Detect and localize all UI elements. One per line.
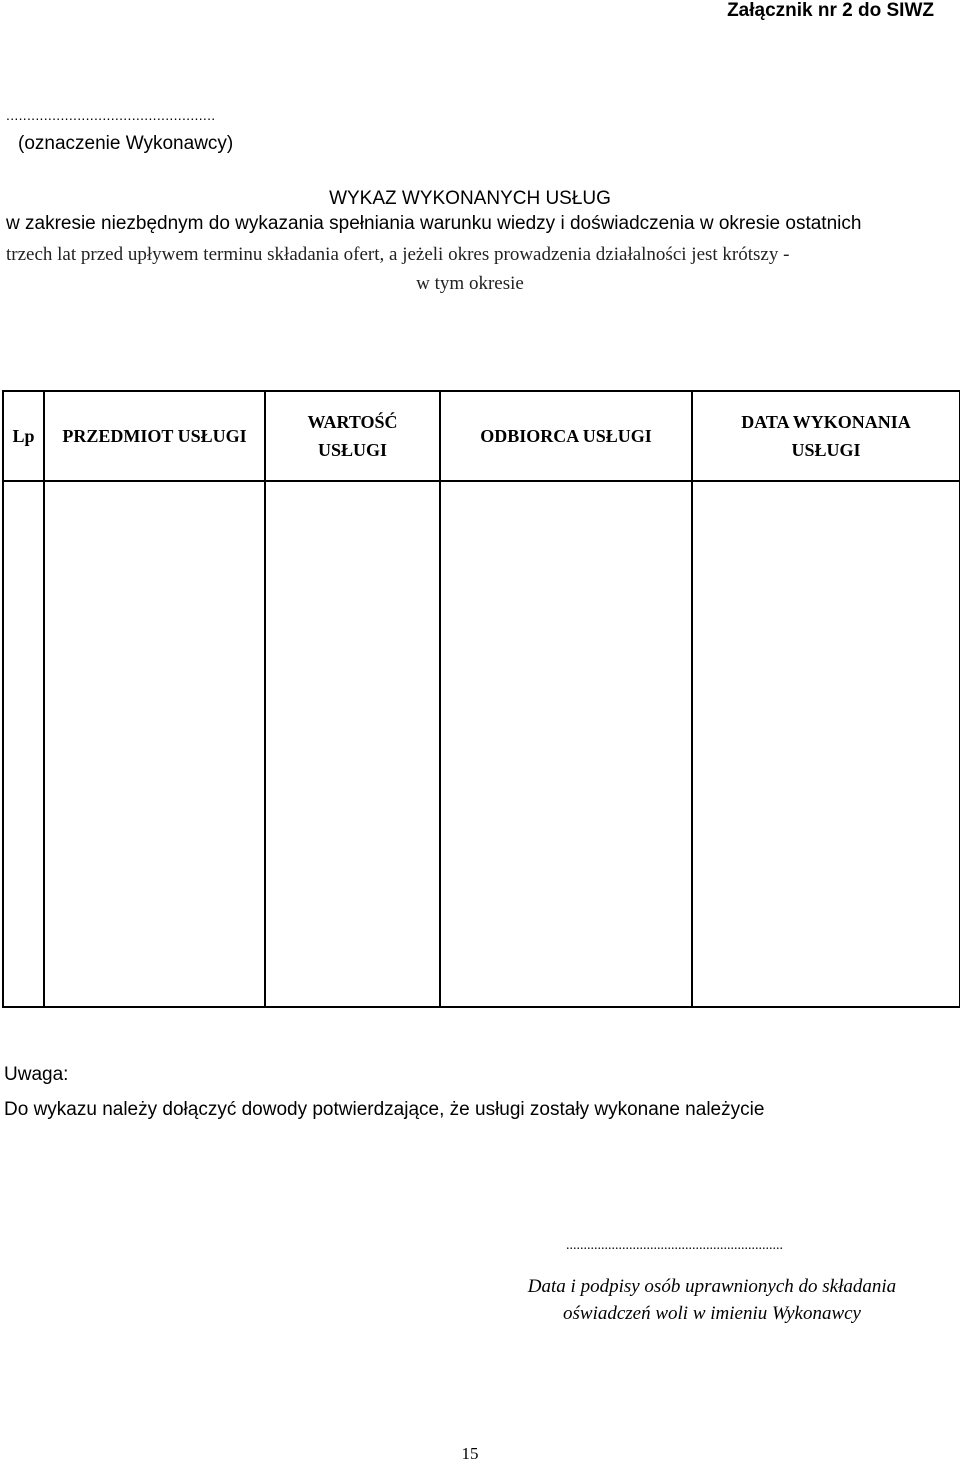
signature-caption-line-1: Data i podpisy osób uprawnionych do składania (527, 1276, 897, 1297)
page-title: WYKAZ WYKONANYCH USŁUG (329, 188, 611, 209)
column-header-recipient: ODBIORCA USŁUGI (440, 391, 692, 481)
column-header-value: WARTOŚĆ USŁUGI (265, 391, 440, 481)
note-text: Do wykazu należy dołączyć dowody potwierdzające, że usługi zostały wykonane należycie (4, 1099, 765, 1120)
page-number: 15 (461, 1444, 479, 1463)
table-row (3, 481, 960, 1007)
cell-subject[interactable] (44, 481, 265, 1007)
table-header-row (3, 391, 960, 481)
column-header-date: DATA WYKONANIA USŁUGI (692, 391, 960, 481)
contractor-dots: .................................................. (6, 107, 216, 123)
column-header-lp: Lp (3, 391, 44, 481)
annex-label: Załącznik nr 2 do SIWZ (727, 0, 934, 21)
cell-lp[interactable] (3, 481, 44, 1007)
column-header-subject: PRZEDMIOT USŁUGI (44, 391, 265, 481)
signature-caption-line-2: oświadczeń woli w imieniu Wykonawcy (563, 1303, 861, 1324)
signature-dots: .............................................................. (566, 1238, 783, 1253)
contractor-label: (oznaczenie Wykonawcy) (18, 133, 234, 154)
cell-recipient[interactable] (440, 481, 692, 1007)
cell-value[interactable] (265, 481, 440, 1007)
services-table (2, 390, 960, 1008)
signature-caption (506, 1273, 918, 1327)
subtitle-line-2: trzech lat przed upływem terminu składania ofert, a jeżeli okres prowadzenia działalności jest krótszy - (6, 244, 790, 265)
note-label: Uwaga: (4, 1064, 69, 1085)
cell-date[interactable] (692, 481, 960, 1007)
subtitle-line-3: w tym okresie (416, 273, 524, 294)
subtitle-line-1: w zakresie niezbędnym do wykazania spełniania warunku wiedzy i doświadczenia w okresie ostatnich (6, 213, 862, 234)
